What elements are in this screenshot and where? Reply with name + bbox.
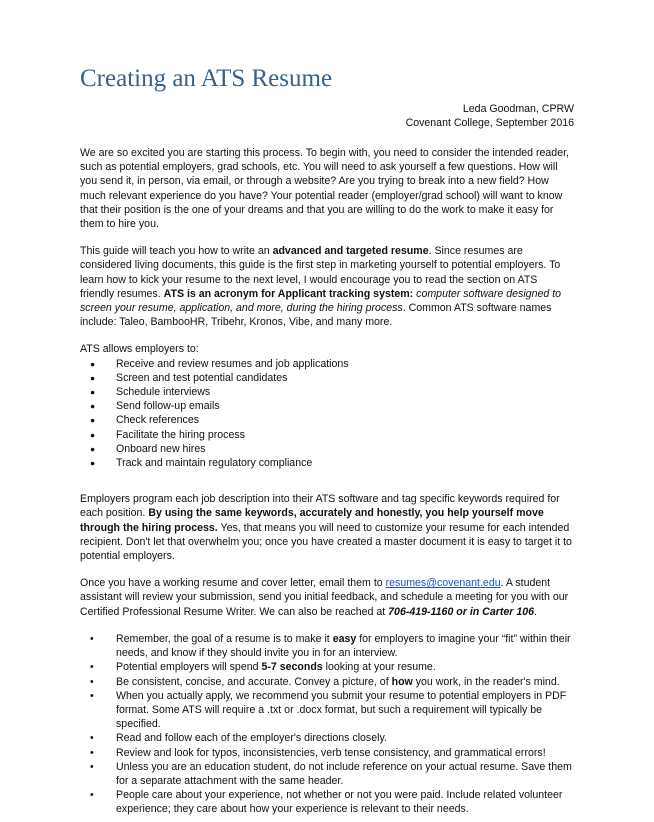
list-item: ● Screen and test potential candidates: [80, 371, 574, 385]
list-item: ● Schedule interviews: [80, 385, 574, 399]
text-run: Once you have a working resume and cover letter, email them to: [80, 577, 386, 590]
list-item: ● Check references: [80, 413, 574, 427]
email-link[interactable]: resumes@covenant.edu: [385, 577, 501, 590]
tip-item: • When you actually apply, we recommend you submit your resume to potential employers in PDF format. Some ATS will require a .txt or .docx format, but such a requirement will typically be specified.: [80, 689, 574, 732]
text-run: Potential employers will spend: [116, 661, 262, 674]
tip-item: [80, 675, 574, 689]
document-title: Creating an ATS Resume: [80, 65, 333, 92]
text-run: for employers to imagine your “fit” within their needs, and know if they should invite you in for an interview.: [116, 632, 571, 660]
text-run: looking at your resume.: [322, 661, 436, 674]
text-run: Employers program each job description into their ATS software and tag specific keywords required for each position.: [80, 493, 560, 520]
text-run: . Since resumes are considered living documents, this guide is the first step in marketing yourself to potential employers. To learn how to kick your resume to the next level, I would encourage you to read the section on ATS friendly resumes.: [80, 245, 561, 300]
author-name: Leda Goodman, CPRW: [462, 103, 574, 115]
list-item: ● Track and maintain regulatory compliance: [80, 456, 574, 470]
text-run: .: [534, 605, 537, 618]
list-item: ● Onboard new hires: [80, 442, 574, 456]
ats-intro: ATS allows employers to:: [80, 343, 199, 356]
bold-text: advanced and targeted resume: [272, 245, 429, 258]
list-item: ● Receive and review resumes and job applications: [80, 357, 574, 371]
tip-item: • Unless you are an education student, do not include reference on your actual resume. Save them for a separate attachment with the same header.: [80, 760, 574, 788]
tips-list: [80, 632, 574, 817]
contact-paragraph: [80, 576, 574, 619]
ats-capabilities-list: [80, 357, 574, 471]
list-item: ● Send follow-up emails: [80, 399, 574, 413]
bold-text: easy: [332, 632, 357, 645]
tip-item: • People care about your experience, not whether or not you were paid. Include related volunteer experience; they care about how your experience is relevant to their needs.: [80, 788, 574, 816]
text-run: . Common ATS software names include: Taleo, BambooHR, Tribehr, Kronos, Vibe, and many more.: [80, 302, 552, 329]
text-run: This guide will teach you how to write an: [80, 245, 273, 258]
phone-location: 706-419-1160 or in Carter 106: [388, 605, 535, 618]
bold-text: how: [391, 675, 413, 688]
text-run: . A student assistant will review your submission, send you initial feedback, and schedule a meeting for you with our Certified Professional Resume Writer. We can also be reached at: [80, 577, 569, 618]
text-run: Remember, the goal of a resume is to make it: [116, 632, 333, 645]
text-run: Be consistent, concise, and accurate. Convey a picture, of: [116, 675, 392, 688]
tip-item: [80, 660, 574, 674]
guide-paragraph: [80, 244, 574, 329]
ats-definition-bold: ATS is an acronym for Applicant tracking system:: [163, 287, 414, 300]
text-run: Yes, that means you will need to customize your resume for each intended recipient. Don't let that overwhelm you; once you have created a master document it is easy to target it to potential employers.: [80, 521, 572, 563]
list-item: ● Facilitate the hiring process: [80, 428, 574, 442]
text-run: you work, in the reader's mind.: [412, 675, 560, 688]
ats-definition-italic: computer software designed to screen your resume, application, and more, during the hiring process: [80, 287, 562, 315]
intro-paragraph: We are so excited you are starting this process. To begin with, you need to consider the intended reader, such as potential employers, grad schools, etc. You will need to ask yourself a few questions. How will you send it, in person, via email, or through a website? Are you trying to break into a new field? How much relevant experience do you have? Your potential reader (employer/grad school) will want to know that their position is the one of your dreams and that you are willing to do the work to make it easy for them to hire you.: [80, 147, 569, 231]
keywords-paragraph: [80, 492, 574, 563]
bold-text: By using the same keywords, accurately and honestly, you help yourself move through the hiring process.: [80, 507, 544, 534]
tip-item: [80, 632, 574, 660]
author-affiliation: Covenant College, September 2016: [405, 117, 574, 129]
byline: [80, 102, 574, 130]
bold-text: 5-7 seconds: [261, 661, 323, 674]
tip-item: • Review and look for typos, inconsistencies, verb tense consistency, and grammatical errors!: [80, 746, 574, 760]
tip-item: • Read and follow each of the employer's directions closely.: [80, 731, 574, 745]
